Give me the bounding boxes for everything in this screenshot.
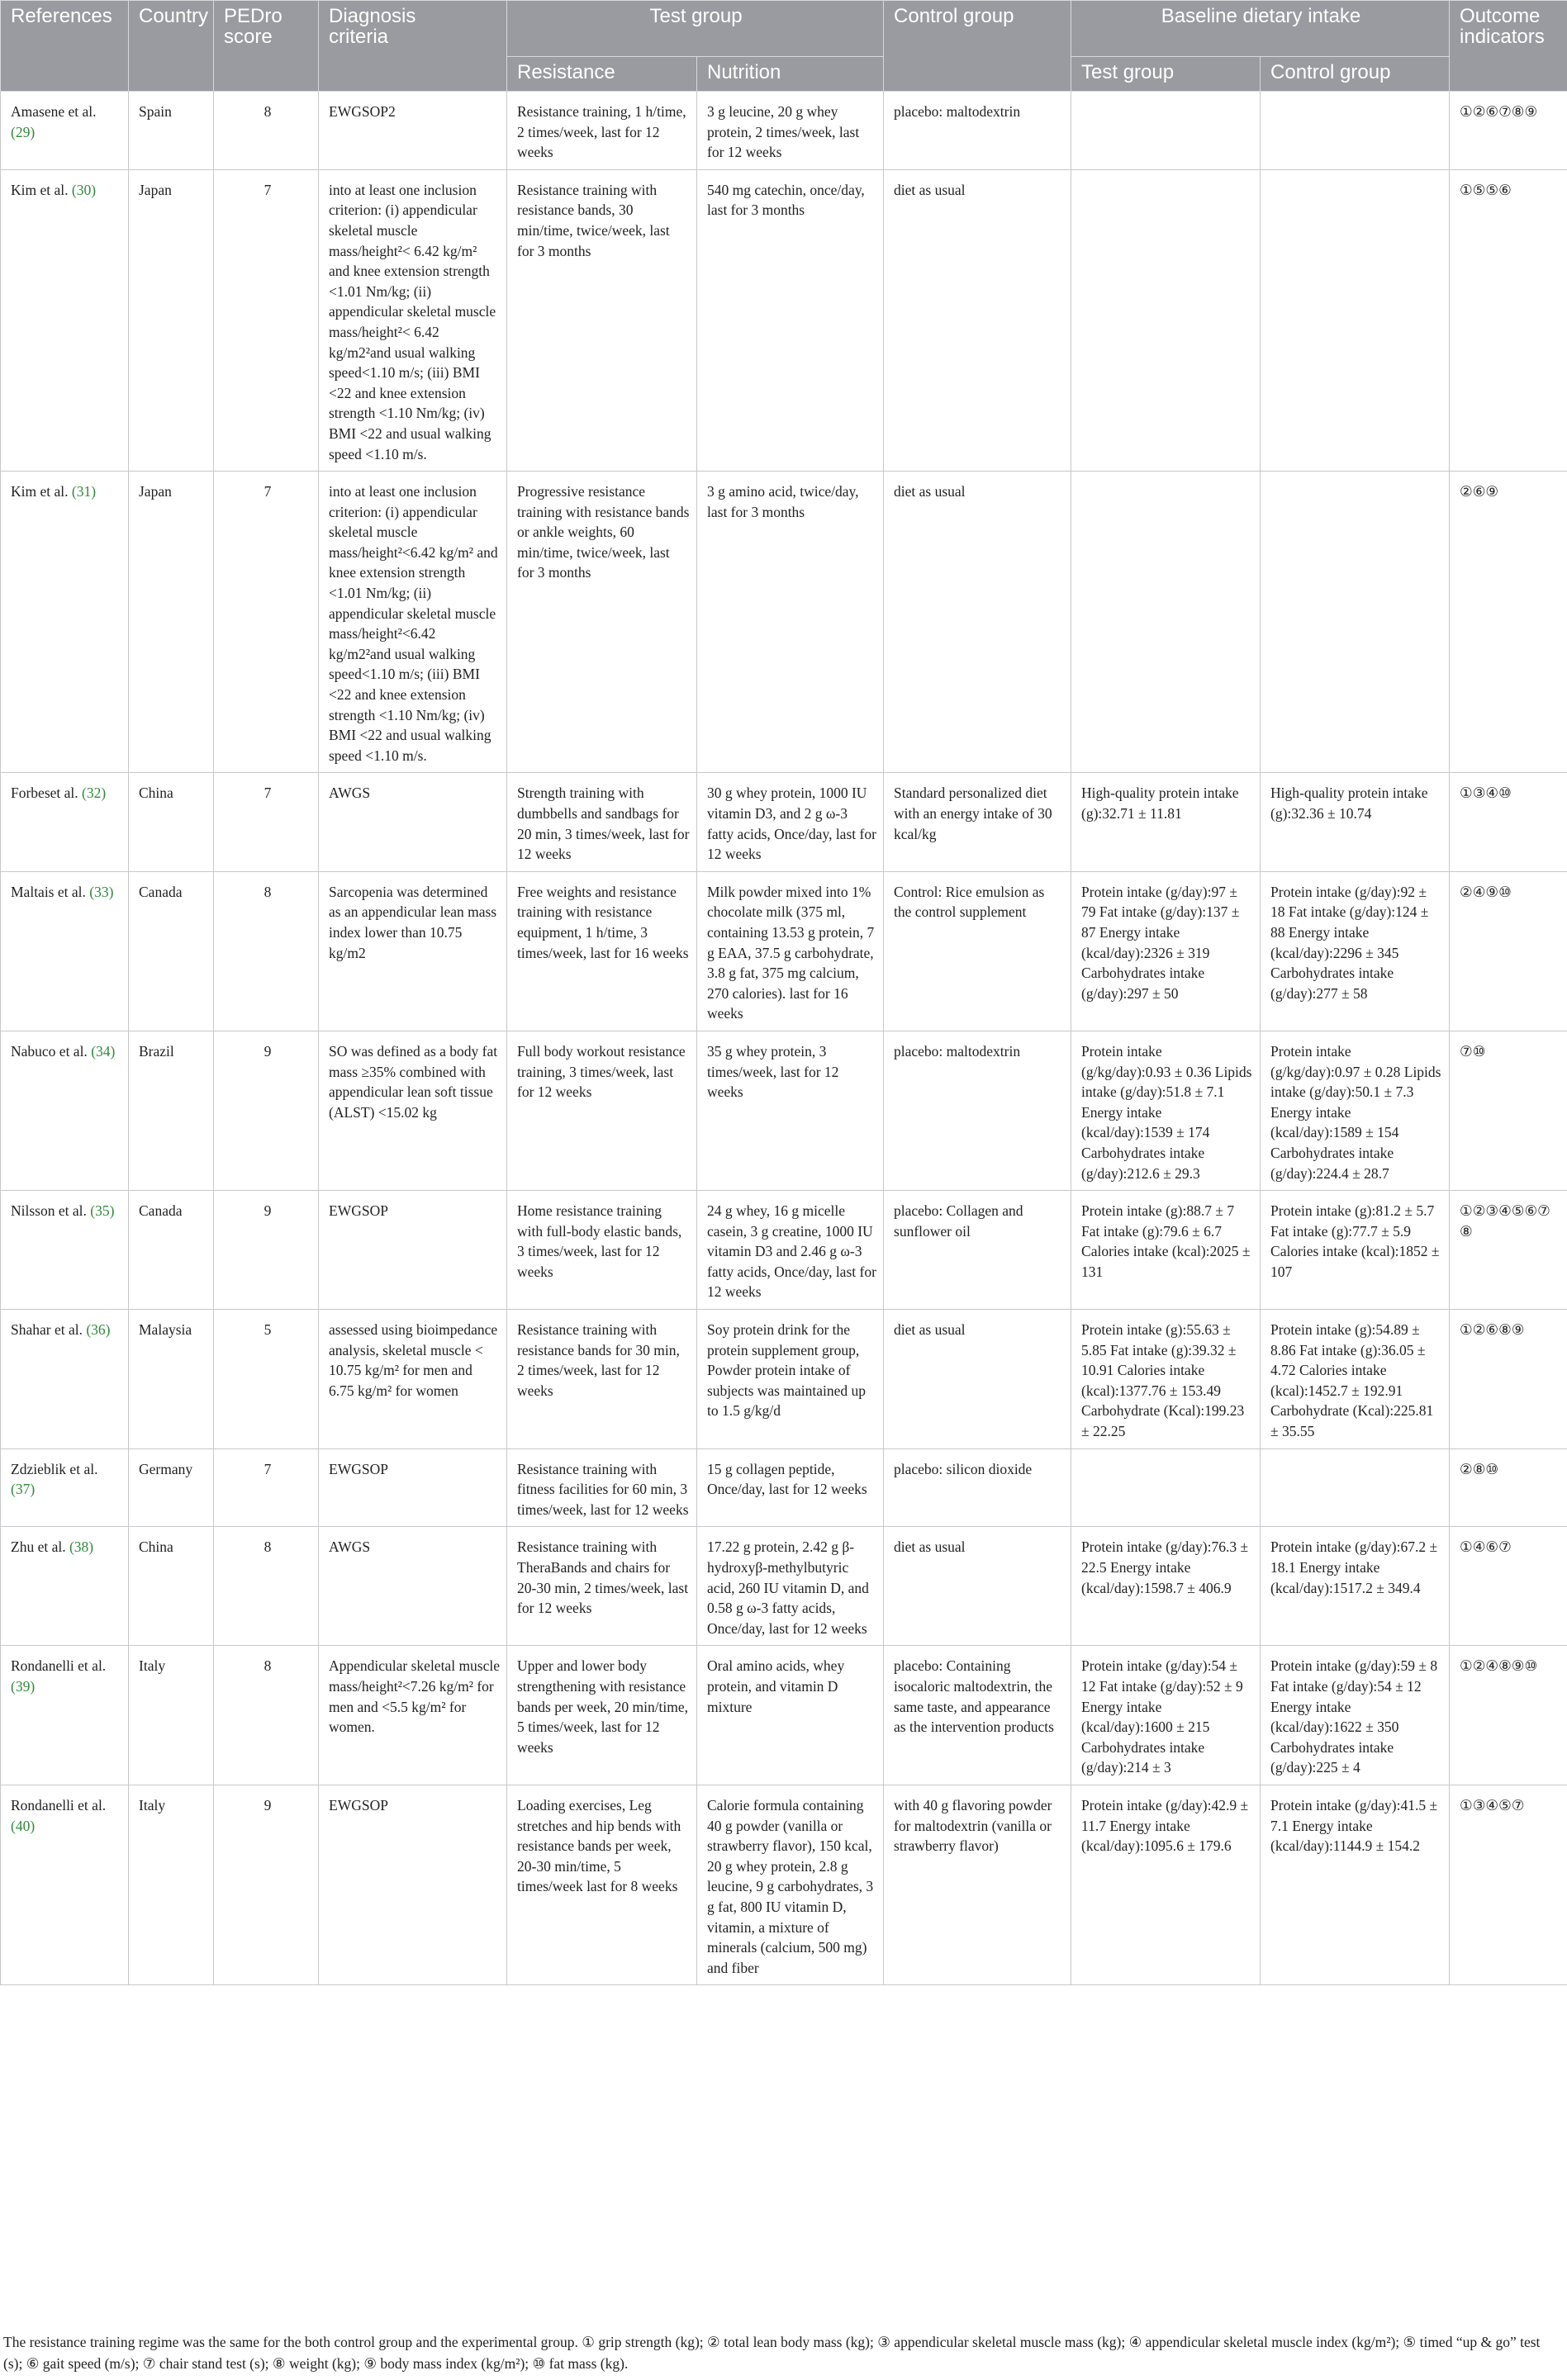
pedro-score-cell: 9 bbox=[214, 1785, 319, 1984]
outcome-indicators-cell: ①②⑥⑧⑨ bbox=[1450, 1310, 1567, 1449]
control-group-cell: Standard personalized diet with an energy intake of 30 kcal/kg bbox=[884, 773, 1071, 871]
baseline-test-cell bbox=[1071, 169, 1261, 471]
header-references: References bbox=[1, 1, 129, 92]
citation-link[interactable]: (35) bbox=[90, 1202, 115, 1220]
reference-cell bbox=[1, 169, 129, 471]
diagnosis-criteria-cell: Sarcopenia was determined as an appendicular lean mass index lower than 10.75 kg/m2 bbox=[319, 871, 507, 1031]
header-test-group: Test group bbox=[507, 1, 884, 57]
diagnosis-criteria-cell: AWGS bbox=[319, 773, 507, 871]
diagnosis-criteria-cell: into at least one inclusion criterion: (i) appendicular skeletal muscle mass/height²<6.42 kg/m² and knee extension strength <1.01 Nm/kg; (ii) appendicular skeletal muscle mass/height²<6.42 kg/m2²and usual walking speed<1.10 m/s; (iii) BMI <22 and knee extension strength <1.10 Nm/kg; (iv) BMI <22 and usual walking speed <1.10 m/s. bbox=[319, 472, 507, 773]
diagnosis-criteria-cell: into at least one inclusion criterion: (i) appendicular skeletal muscle mass/height²< 6.42 kg/m² and knee extension strength <1.01 Nm/kg; (ii) appendicular skeletal muscle mass/height²< 6.42 kg/m2²and usual walking speed<1.10 m/s; (iii) BMI <22 and knee extension strength <1.10 Nm/kg; (iv) BMI <22 and usual walking speed <1.10 m/s. bbox=[319, 169, 507, 471]
resistance-cell: Resistance training with fitness facilities for 60 min, 3 times/week, last for 12 weeks bbox=[507, 1448, 697, 1527]
citation-link[interactable]: (29) bbox=[11, 123, 36, 140]
reference-cell bbox=[1, 773, 129, 871]
header-baseline-test: Test group bbox=[1071, 57, 1261, 92]
country-cell: Japan bbox=[129, 169, 214, 471]
resistance-cell: Home resistance training with full-body elastic bands, 3 times/week, last for 12 weeks bbox=[507, 1191, 697, 1310]
nutrition-cell: 540 mg catechin, once/day, last for 3 months bbox=[697, 169, 884, 471]
diagnosis-criteria-cell: EWGSOP2 bbox=[319, 92, 507, 170]
reference-cell bbox=[1, 1448, 129, 1527]
outcome-indicators-cell: ⑦⑩ bbox=[1450, 1031, 1567, 1190]
nutrition-cell: 3 g leucine, 20 g whey protein, 2 times/week, last for 12 weeks bbox=[697, 92, 884, 170]
reference-cell bbox=[1, 472, 129, 773]
table-row bbox=[1, 92, 1567, 170]
header-baseline: Baseline dietary intake bbox=[1071, 1, 1450, 57]
country-cell: Brazil bbox=[129, 1031, 214, 1190]
resistance-cell: Strength training with dumbbells and sandbags for 20 min, 3 times/week, last for 12 weeks bbox=[507, 773, 697, 871]
reference-name: Zhu et al. bbox=[11, 1538, 66, 1556]
baseline-test-cell: Protein intake (g):55.63 ± 5.85 Fat intake (g):39.32 ± 10.91 Calories intake (kcal):1377.76 ± 153.49 Carbohydrate (Kcal):199.23 ± 22.25 bbox=[1071, 1310, 1261, 1449]
nutrition-cell: 35 g whey protein, 3 times/week, last for 12 weeks bbox=[697, 1031, 884, 1190]
resistance-cell: Full body workout resistance training, 3 times/week, last for 12 weeks bbox=[507, 1031, 697, 1190]
nutrition-cell: Calorie formula containing 40 g powder (vanilla or strawberry flavor), 150 kcal, 20 g whey protein, 2.8 g leucine, 9 g carbohydrates, 3 g fat, 800 IU vitamin D, vitamin, a mixture of minerals (calcium, 500 mg) and fiber bbox=[697, 1785, 884, 1984]
pedro-score-cell: 8 bbox=[214, 92, 319, 170]
pedro-score-cell: 5 bbox=[214, 1310, 319, 1449]
citation-link[interactable]: (33) bbox=[89, 883, 114, 900]
outcome-indicators-cell: ①③④⑩ bbox=[1450, 773, 1567, 871]
reference-name: Forbeset al. bbox=[11, 785, 78, 802]
header-pedro: PEDro score bbox=[214, 1, 319, 92]
citation-link[interactable]: (30) bbox=[71, 181, 97, 198]
country-cell: Japan bbox=[129, 472, 214, 773]
pedro-score-cell: 7 bbox=[214, 1448, 319, 1527]
baseline-control-cell: Protein intake (g):54.89 ± 8.86 Fat intake (g):36.05 ± 4.72 Calories intake (kcal):1452.7 ± 192.91 Carbohydrate (Kcal):225.81 ± 35.55 bbox=[1261, 1310, 1450, 1449]
baseline-control-cell: Protein intake (g/day):67.2 ± 18.1 Energy intake (kcal/day):1517.2 ± 349.4 bbox=[1261, 1527, 1450, 1646]
table-header bbox=[1, 1, 1567, 92]
nutrition-cell: 3 g amino acid, twice/day, last for 3 months bbox=[697, 472, 884, 773]
reference-cell bbox=[1, 1646, 129, 1785]
table-row bbox=[1, 1031, 1567, 1190]
country-cell: Malaysia bbox=[129, 1310, 214, 1449]
pedro-score-cell: 7 bbox=[214, 472, 319, 773]
pedro-score-cell: 7 bbox=[214, 169, 319, 471]
pedro-score-cell: 7 bbox=[214, 773, 319, 871]
nutrition-cell: 30 g whey protein, 1000 IU vitamin D3, and 2 g ω-3 fatty acids, Once/day, last for 12 weeks bbox=[697, 773, 884, 871]
reference-name: Nilsson et al. bbox=[11, 1202, 87, 1220]
pedro-score-cell: 8 bbox=[214, 871, 319, 1031]
country-cell: Canada bbox=[129, 1191, 214, 1310]
control-group-cell: diet as usual bbox=[884, 169, 1071, 471]
reference-name: Rondanelli et al. bbox=[11, 1657, 107, 1675]
citation-link[interactable]: (34) bbox=[91, 1042, 116, 1060]
country-cell: Germany bbox=[129, 1448, 214, 1527]
table-row bbox=[1, 1646, 1567, 1785]
outcome-indicators-cell: ②④⑨⑩ bbox=[1450, 871, 1567, 1031]
baseline-test-cell: Protein intake (g):88.7 ± 7 Fat intake (g):79.6 ± 6.7 Calories intake (kcal):2025 ± 131 bbox=[1071, 1191, 1261, 1310]
nutrition-cell: 24 g whey, 16 g micelle casein, 3 g creatine, 1000 IU vitamin D3 and 2.46 g ω-3 fatty acids, Once/day, last for 12 weeks bbox=[697, 1191, 884, 1310]
control-group-cell: with 40 g flavoring powder for maltodextrin (vanilla or strawberry flavor) bbox=[884, 1785, 1071, 1984]
control-group-cell: diet as usual bbox=[884, 1310, 1071, 1449]
reference-name: Maltais et al. bbox=[11, 883, 86, 900]
diagnosis-criteria-cell: EWGSOP bbox=[319, 1785, 507, 1984]
control-group-cell: diet as usual bbox=[884, 472, 1071, 773]
baseline-test-cell bbox=[1071, 92, 1261, 170]
reference-cell bbox=[1, 871, 129, 1031]
reference-cell bbox=[1, 1031, 129, 1190]
nutrition-cell: Soy protein drink for the protein supplement group, Powder protein intake of subjects was maintained up to 1.5 g/kg/d bbox=[697, 1310, 884, 1449]
country-cell: China bbox=[129, 1527, 214, 1646]
reference-name: Shahar et al. bbox=[11, 1321, 83, 1339]
citation-link[interactable]: (37) bbox=[11, 1481, 36, 1498]
citation-link[interactable]: (31) bbox=[71, 483, 97, 500]
citation-link[interactable]: (38) bbox=[69, 1538, 94, 1556]
reference-name: Kim et al. bbox=[11, 181, 69, 198]
resistance-cell: Resistance training, 1 h/time, 2 times/week, last for 12 weeks bbox=[507, 92, 697, 170]
resistance-cell: Free weights and resistance training with resistance equipment, 1 h/time, 3 times/week, last for 16 weeks bbox=[507, 871, 697, 1031]
table-row bbox=[1, 472, 1567, 773]
baseline-test-cell: Protein intake (g/day):42.9 ± 11.7 Energy intake (kcal/day):1095.6 ± 179.6 bbox=[1071, 1785, 1261, 1984]
table-row bbox=[1, 773, 1567, 871]
outcome-indicators-cell: ①②③④⑤⑥⑦⑧ bbox=[1450, 1191, 1567, 1310]
pedro-score-cell: 9 bbox=[214, 1191, 319, 1310]
outcome-indicators-cell: ①②⑥⑦⑧⑨ bbox=[1450, 92, 1567, 170]
baseline-test-cell: Protein intake (g/day):97 ± 79 Fat intake (g/day):137 ± 87 Energy intake (kcal/day):2326 ± 319 Carbohydrates intake (g/day):297 ± 50 bbox=[1071, 871, 1261, 1031]
control-group-cell: placebo: silicon dioxide bbox=[884, 1448, 1071, 1527]
diagnosis-criteria-cell: Appendicular skeletal muscle mass/height²<7.26 kg/m² for men and <5.5 kg/m² for women. bbox=[319, 1646, 507, 1785]
citation-link[interactable]: (32) bbox=[82, 785, 107, 802]
reference-cell bbox=[1, 92, 129, 170]
reference-name: Zdzieblik et al. bbox=[11, 1460, 98, 1477]
header-baseline-control: Control group bbox=[1261, 57, 1450, 92]
table-row bbox=[1, 871, 1567, 1031]
table-footnote: The resistance training regime was the same for the both control group and the experimental group. ① grip strength (kg); ② total lean body mass (kg); ③ appendicular skeletal muscle mass (kg); ④ appendicular skeletal muscle index (kg/m²); ⑤ timed “up & go” test (s); ⑥ gait speed (m/s); ⑦ chair stand test (s); ⑧ weight (kg); ⑨ body mass index (kg/m²); ⑩ fat mass (kg). bbox=[3, 2334, 1541, 2372]
baseline-control-cell bbox=[1261, 92, 1450, 170]
table-row bbox=[1, 169, 1567, 471]
reference-name: Nabuco et al. bbox=[11, 1042, 88, 1060]
baseline-control-cell bbox=[1261, 169, 1450, 471]
country-cell: Italy bbox=[129, 1646, 214, 1785]
nutrition-cell: Milk powder mixed into 1% chocolate milk (375 ml, containing 13.53 g protein, 7 g EAA, 37.5 g carbohydrate, 3.8 g fat, 375 mg calcium, 270 calories). last for 16 weeks bbox=[697, 871, 884, 1031]
diagnosis-criteria-cell: SO was defined as a body fat mass ≥35% combined with appendicular lean soft tissue (ALST) <15.02 kg bbox=[319, 1031, 507, 1190]
resistance-cell: Resistance training with resistance bands for 30 min, 2 times/week, last for 12 weeks bbox=[507, 1310, 697, 1449]
baseline-control-cell bbox=[1261, 1448, 1450, 1527]
reference-cell bbox=[1, 1785, 129, 1984]
table-row bbox=[1, 1448, 1567, 1527]
citation-link[interactable]: (39) bbox=[11, 1677, 36, 1695]
baseline-test-cell bbox=[1071, 472, 1261, 773]
outcome-indicators-cell: ①③④⑤⑦ bbox=[1450, 1785, 1567, 1984]
header-control-group: Control group bbox=[884, 1, 1071, 92]
header-country: Country bbox=[129, 1, 214, 92]
diagnosis-criteria-cell: EWGSOP bbox=[319, 1191, 507, 1310]
diagnosis-criteria-cell: assessed using bioimpedance analysis, skeletal muscle < 10.75 kg/m² for men and 6.75 kg/m² for women bbox=[319, 1310, 507, 1449]
baseline-control-cell: Protein intake (g/day):92 ± 18 Fat intake (g/day):124 ± 88 Energy intake (kcal/day):2296 ± 345 Carbohydrates intake (g/day):277 ± 58 bbox=[1261, 871, 1450, 1031]
table-body bbox=[1, 92, 1567, 1985]
baseline-control-cell: Protein intake (g/day):41.5 ± 7.1 Energy intake (kcal/day):1144.9 ± 154.2 bbox=[1261, 1785, 1450, 1984]
citation-link[interactable]: (40) bbox=[11, 1817, 36, 1834]
resistance-cell: Resistance training with TheraBands and chairs for 20-30 min, 2 times/week, last for 12 weeks bbox=[507, 1527, 697, 1646]
control-group-cell: placebo: Collagen and sunflower oil bbox=[884, 1191, 1071, 1310]
table-row bbox=[1, 1310, 1567, 1449]
resistance-cell: Progressive resistance training with resistance bands or ankle weights, 60 min/time, twice/week, last for 3 months bbox=[507, 472, 697, 773]
resistance-cell: Loading exercises, Leg stretches and hip bends with resistance bands per week, 20-30 min/time, 5 times/week last for 8 weeks bbox=[507, 1785, 697, 1984]
header-nutrition: Nutrition bbox=[697, 57, 884, 92]
baseline-control-cell: Protein intake (g):81.2 ± 5.7 Fat intake (g):77.7 ± 5.9 Calories intake (kcal):1852 ± 107 bbox=[1261, 1191, 1450, 1310]
header-outcomes: Outcome indicators bbox=[1450, 1, 1567, 92]
pedro-score-cell: 8 bbox=[214, 1527, 319, 1646]
table-row bbox=[1, 1527, 1567, 1646]
reference-cell bbox=[1, 1310, 129, 1449]
control-group-cell: Control: Rice emulsion as the control supplement bbox=[884, 871, 1071, 1031]
baseline-test-cell: Protein intake (g/day):54 ± 12 Fat intake (g/day):52 ± 9 Energy intake (kcal/day):1600 ± 215 Carbohydrates intake (g/day):214 ± 3 bbox=[1071, 1646, 1261, 1785]
baseline-test-cell bbox=[1071, 1448, 1261, 1527]
baseline-test-cell: Protein intake (g/day):76.3 ± 22.5 Energy intake (kcal/day):1598.7 ± 406.9 bbox=[1071, 1527, 1261, 1646]
pedro-score-cell: 9 bbox=[214, 1031, 319, 1190]
control-group-cell: placebo: maltodextrin bbox=[884, 1031, 1071, 1190]
table-row bbox=[1, 1191, 1567, 1310]
baseline-control-cell: High-quality protein intake (g):32.36 ± 10.74 bbox=[1261, 773, 1450, 871]
baseline-test-cell: Protein intake (g/kg/day):0.93 ± 0.36 Lipids intake (g/day):51.8 ± 7.1 Energy intake (kcal/day):1539 ± 174 Carbohydrates intake (g/day):212.6 ± 29.3 bbox=[1071, 1031, 1261, 1190]
reference-cell bbox=[1, 1527, 129, 1646]
country-cell: Italy bbox=[129, 1785, 214, 1984]
country-cell: Canada bbox=[129, 871, 214, 1031]
resistance-cell: Resistance training with resistance bands, 30 min/time, twice/week, last for 3 months bbox=[507, 169, 697, 471]
nutrition-cell: Oral amino acids, whey protein, and vitamin D mixture bbox=[697, 1646, 884, 1785]
header-diagnosis: Diagnosis criteria bbox=[319, 1, 507, 92]
control-group-cell: placebo: Containing isocaloric maltodextrin, the same taste, and appearance as the intervention products bbox=[884, 1646, 1071, 1785]
table-row bbox=[1, 1785, 1567, 1984]
country-cell: Spain bbox=[129, 92, 214, 170]
baseline-control-cell bbox=[1261, 472, 1450, 773]
diagnosis-criteria-cell: EWGSOP bbox=[319, 1448, 507, 1527]
resistance-cell: Upper and lower body strengthening with resistance bands per week, 20 min/time, 5 times/week, last for 12 weeks bbox=[507, 1646, 697, 1785]
baseline-test-cell: High-quality protein intake (g):32.71 ± 11.81 bbox=[1071, 773, 1261, 871]
baseline-control-cell: Protein intake (g/kg/day):0.97 ± 0.28 Lipids intake (g/day):50.1 ± 7.3 Energy intake (kcal/day):1589 ± 154 Carbohydrates intake (g/day):224.4 ± 28.7 bbox=[1261, 1031, 1450, 1190]
nutrition-cell: 15 g collagen peptide, Once/day, last for 12 weeks bbox=[697, 1448, 884, 1527]
outcome-indicators-cell: ②⑧⑩ bbox=[1450, 1448, 1567, 1527]
outcome-indicators-cell: ①②④⑧⑨⑩ bbox=[1450, 1646, 1567, 1785]
reference-name: Rondanelli et al. bbox=[11, 1796, 107, 1813]
control-group-cell: diet as usual bbox=[884, 1527, 1071, 1646]
baseline-control-cell: Protein intake (g/day):59 ± 8 Fat intake (g/day):54 ± 12 Energy intake (kcal/day):1622 ± 350 Carbohydrates intake (g/day):225 ± 4 bbox=[1261, 1646, 1450, 1785]
reference-cell bbox=[1, 1191, 129, 1310]
nutrition-cell: 17.22 g protein, 2.42 g β-hydroxyβ-methylbutyric acid, 260 IU vitamin D, and 0.58 g ω-3 fatty acids, Once/day, last for 12 weeks bbox=[697, 1527, 884, 1646]
diagnosis-criteria-cell: AWGS bbox=[319, 1527, 507, 1646]
outcome-indicators-cell: ①⑤⑤⑥ bbox=[1450, 169, 1567, 471]
control-group-cell: placebo: maltodextrin bbox=[884, 92, 1071, 170]
outcome-indicators-cell: ①④⑥⑦ bbox=[1450, 1527, 1567, 1646]
outcome-indicators-cell: ②⑥⑨ bbox=[1450, 472, 1567, 773]
reference-name: Amasene et al. bbox=[11, 103, 97, 120]
pedro-score-cell: 8 bbox=[214, 1646, 319, 1785]
reference-name: Kim et al. bbox=[11, 483, 69, 500]
country-cell: China bbox=[129, 773, 214, 871]
citation-link[interactable]: (36) bbox=[86, 1321, 111, 1339]
header-resistance: Resistance bbox=[507, 57, 697, 92]
